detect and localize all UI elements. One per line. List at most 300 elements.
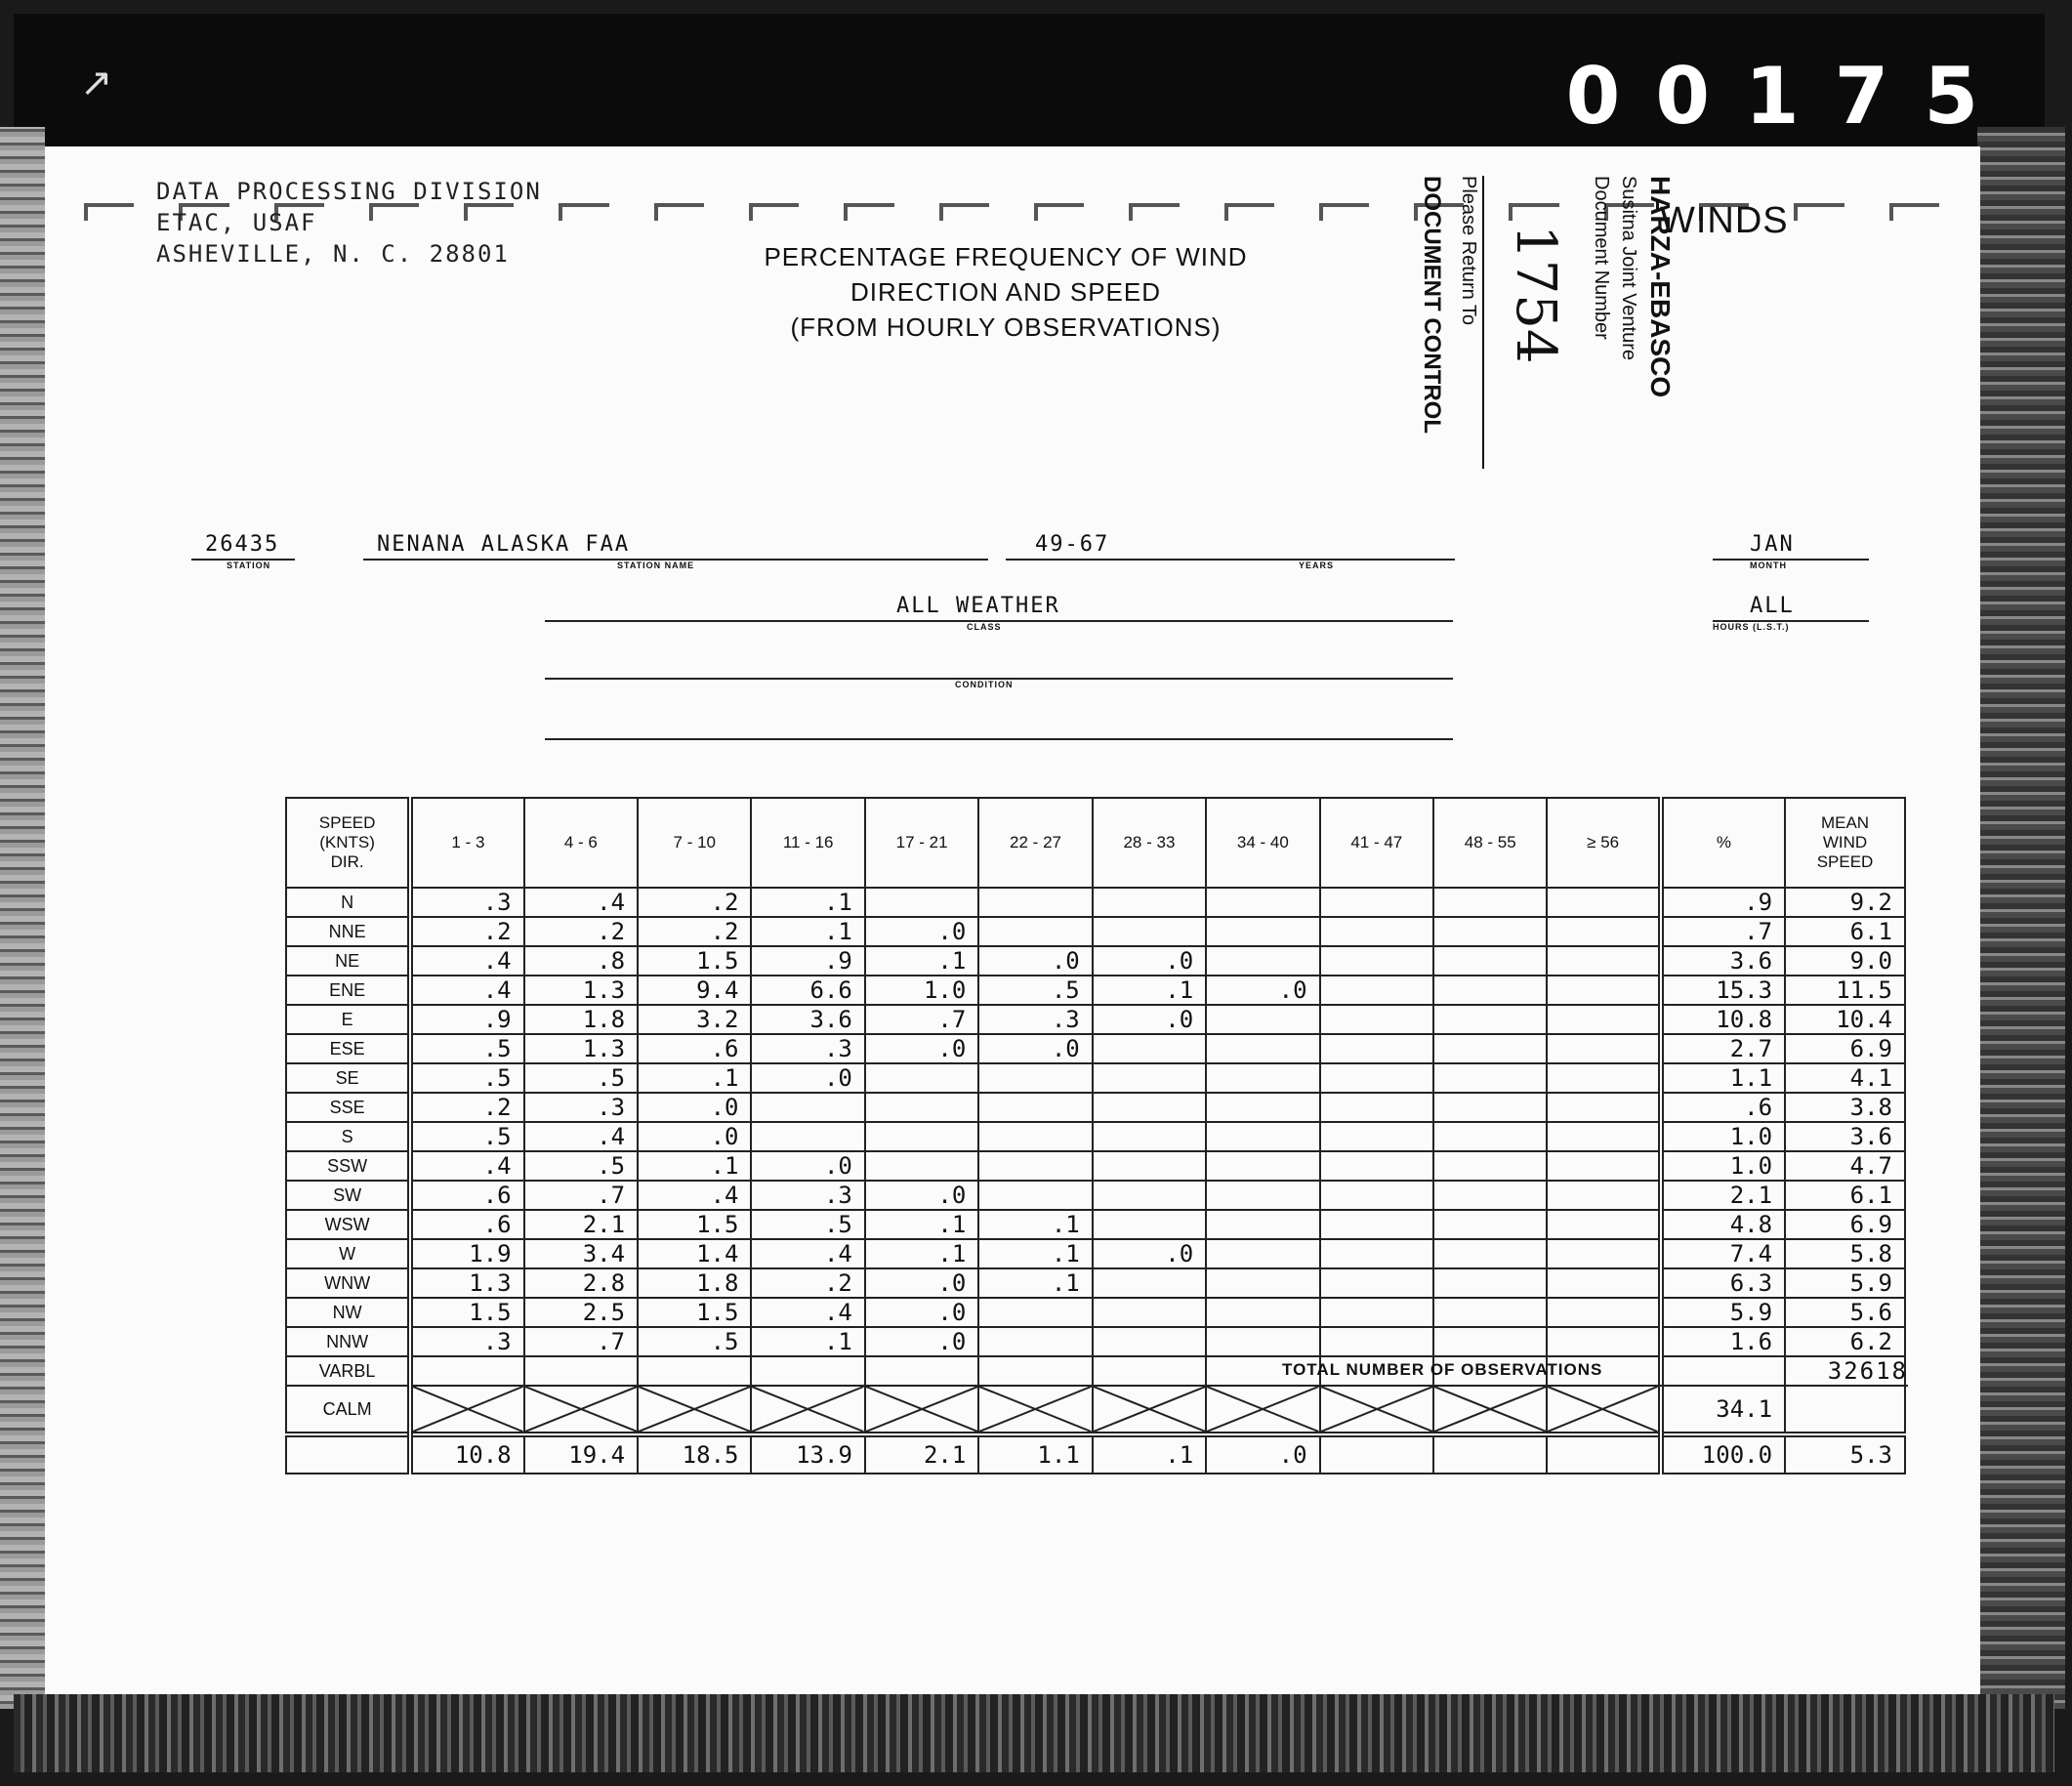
frequency-cell: .2 <box>638 888 751 917</box>
total-cell: 13.9 <box>751 1434 864 1474</box>
class-value: ALL WEATHER <box>896 594 1060 618</box>
frequency-cell <box>1206 1005 1319 1034</box>
frequency-cell: .1 <box>751 917 864 946</box>
frequency-cell: .5 <box>410 1122 523 1151</box>
stamp-doc-number: 1754 <box>1504 225 1567 364</box>
frequency-cell <box>1433 1239 1547 1268</box>
frequency-cell: .3 <box>524 1093 638 1122</box>
table-row <box>286 1093 1905 1122</box>
frequency-cell <box>1093 1151 1206 1181</box>
frequency-cell <box>1433 1122 1547 1151</box>
table-row <box>286 1181 1905 1210</box>
direction-cell: NNE <box>286 917 410 946</box>
frequency-cell: .9 <box>751 946 864 976</box>
frequency-cell: 2.1 <box>524 1210 638 1239</box>
frequency-cell: 1.4 <box>638 1239 751 1268</box>
station-name-field <box>363 529 988 570</box>
frequency-cell: 1.3 <box>410 1268 523 1298</box>
frequency-cell: .5 <box>751 1210 864 1239</box>
frequency-cell <box>865 888 978 917</box>
crossed-cell <box>410 1386 523 1434</box>
frequency-cell <box>978 1151 1092 1181</box>
pct-cell: 5.9 <box>1661 1298 1785 1327</box>
speed-header: 22 - 27 <box>978 798 1092 888</box>
stamp-document-control: DOCUMENT CONTROL <box>1419 176 1445 434</box>
crossed-cell <box>865 1386 978 1434</box>
title-line: (FROM HOURLY OBSERVATIONS) <box>790 312 1222 342</box>
frequency-cell: .4 <box>751 1298 864 1327</box>
frequency-cell <box>1547 917 1660 946</box>
mean-speed-cell: 5.6 <box>1785 1298 1905 1327</box>
frequency-cell <box>1547 1181 1660 1210</box>
frequency-cell: 2.8 <box>524 1268 638 1298</box>
frequency-cell <box>1206 1298 1319 1327</box>
pct-total-cell: 100.0 <box>1661 1434 1785 1474</box>
frame-bottom-band <box>14 1694 2054 1772</box>
frequency-cell <box>1547 1093 1660 1122</box>
stamp-venture: Susitna Joint Venture <box>1618 176 1639 361</box>
frequency-cell <box>1206 1093 1319 1122</box>
month-label: MONTH <box>1750 561 1787 570</box>
frequency-cell <box>1093 1063 1206 1093</box>
direction-cell: SSE <box>286 1093 410 1122</box>
frequency-cell: .9 <box>410 1005 523 1034</box>
frequency-cell: .1 <box>978 1239 1092 1268</box>
pct-cell: 6.3 <box>1661 1268 1785 1298</box>
stamp-return-to: Please Return To <box>1458 176 1479 326</box>
frequency-cell <box>1320 1005 1433 1034</box>
frequency-cell <box>1093 1298 1206 1327</box>
crossed-cell <box>1206 1386 1319 1434</box>
frequency-cell: 1.8 <box>524 1005 638 1034</box>
frequency-cell: .8 <box>524 946 638 976</box>
frequency-cell: .1 <box>865 1210 978 1239</box>
direction-cell: NE <box>286 946 410 976</box>
frequency-cell <box>1206 1181 1319 1210</box>
pct-cell: .6 <box>1661 1093 1785 1122</box>
frequency-cell: .1 <box>638 1151 751 1181</box>
condition-field <box>545 648 1453 689</box>
org-line: ASHEVILLE, N. C. 28801 <box>156 240 510 268</box>
crossed-cell <box>638 1386 751 1434</box>
stamp-document-number-label: Document Number <box>1591 176 1612 340</box>
pct-cell: 1.6 <box>1661 1327 1785 1356</box>
years-label: YEARS <box>1299 561 1335 570</box>
total-cell <box>1433 1434 1547 1474</box>
frequency-cell <box>410 1356 523 1386</box>
table-row <box>286 1327 1905 1356</box>
frequency-cell: .0 <box>978 946 1092 976</box>
frequency-cell <box>1093 917 1206 946</box>
frequency-cell: .7 <box>865 1005 978 1034</box>
crossed-cell <box>1433 1386 1547 1434</box>
frequency-cell <box>1320 1034 1433 1063</box>
mean-speed-cell: 6.9 <box>1785 1210 1905 1239</box>
frequency-cell <box>1206 1034 1319 1063</box>
frequency-cell: .0 <box>638 1122 751 1151</box>
frequency-cell <box>1320 1063 1433 1093</box>
frequency-cell <box>1320 1093 1433 1122</box>
frequency-cell <box>1433 1268 1547 1298</box>
total-observations-label: TOTAL NUMBER OF OBSERVATIONS <box>1282 1360 1603 1379</box>
form-title <box>703 239 1308 345</box>
frequency-cell: .5 <box>524 1063 638 1093</box>
table-header-row <box>286 798 1905 888</box>
org-line: ETAC, USAF <box>156 209 317 236</box>
total-observations-value: 32618 <box>1644 1357 1908 1387</box>
frequency-cell <box>1433 1210 1547 1239</box>
frequency-cell <box>1547 888 1660 917</box>
frequency-cell <box>978 888 1092 917</box>
mean-speed-cell: 3.8 <box>1785 1093 1905 1122</box>
mean-speed-cell <box>1785 1386 1905 1434</box>
table-row <box>286 1034 1905 1063</box>
pct-cell: 2.7 <box>1661 1034 1785 1063</box>
month-value: JAN <box>1750 532 1795 557</box>
speed-header: 11 - 16 <box>751 798 864 888</box>
frequency-cell <box>978 1356 1092 1386</box>
table-row <box>286 888 1905 917</box>
frequency-cell: 3.2 <box>638 1005 751 1034</box>
frequency-cell <box>1547 1298 1660 1327</box>
mean-speed-cell: 3.6 <box>1785 1122 1905 1151</box>
frequency-cell: .4 <box>410 946 523 976</box>
frame-right-edge <box>1977 127 2065 1709</box>
frequency-cell <box>1093 1327 1206 1356</box>
table-row <box>286 1210 1905 1239</box>
pct-cell: 1.0 <box>1661 1151 1785 1181</box>
frequency-cell: .3 <box>751 1181 864 1210</box>
total-cell: .0 <box>1206 1434 1319 1474</box>
direction-cell: W <box>286 1239 410 1268</box>
frequency-cell: .4 <box>638 1181 751 1210</box>
table-row <box>286 1268 1905 1298</box>
calm-row <box>286 1386 1905 1434</box>
stamp-divider <box>1482 176 1484 469</box>
table-row <box>286 1298 1905 1327</box>
winds-label: WINDS <box>1660 200 1789 241</box>
frequency-cell <box>1206 946 1319 976</box>
frequency-cell: .2 <box>410 1093 523 1122</box>
pct-cell: .7 <box>1661 917 1785 946</box>
mean-speed-cell: 9.0 <box>1785 946 1905 976</box>
frequency-cell <box>751 1122 864 1151</box>
frequency-cell <box>1093 1268 1206 1298</box>
frequency-cell: 6.6 <box>751 976 864 1005</box>
pct-header: % <box>1661 798 1785 888</box>
frequency-cell <box>1206 1268 1319 1298</box>
frequency-cell: .2 <box>638 917 751 946</box>
frequency-cell <box>978 1181 1092 1210</box>
direction-cell: ESE <box>286 1034 410 1063</box>
total-cell <box>1320 1434 1433 1474</box>
frequency-cell: .4 <box>410 1151 523 1181</box>
frequency-cell: .3 <box>978 1005 1092 1034</box>
frequency-cell <box>1320 1151 1433 1181</box>
frequency-cell: 1.0 <box>865 976 978 1005</box>
total-cell: 10.8 <box>410 1434 523 1474</box>
frequency-cell: .5 <box>410 1034 523 1063</box>
frequency-cell <box>1320 917 1433 946</box>
table-row <box>286 917 1905 946</box>
frequency-cell: .5 <box>978 976 1092 1005</box>
mean-speed-cell: 4.1 <box>1785 1063 1905 1093</box>
frequency-cell <box>1433 1093 1547 1122</box>
frequency-cell <box>1320 1327 1433 1356</box>
frequency-cell: .0 <box>751 1151 864 1181</box>
mean-speed-cell: 5.9 <box>1785 1268 1905 1298</box>
frame-number: 00175 <box>1565 51 2013 142</box>
direction-cell: ENE <box>286 976 410 1005</box>
direction-cell: NW <box>286 1298 410 1327</box>
frequency-cell <box>1433 888 1547 917</box>
pct-cell: 1.0 <box>1661 1122 1785 1151</box>
pct-cell: 3.6 <box>1661 946 1785 976</box>
frequency-cell <box>1433 917 1547 946</box>
corner-arrow-icon: ↗ <box>80 61 113 105</box>
direction-cell: SSW <box>286 1151 410 1181</box>
frequency-cell <box>1547 1268 1660 1298</box>
frequency-cell <box>1547 1239 1660 1268</box>
pct-cell: 4.8 <box>1661 1210 1785 1239</box>
speed-header: 48 - 55 <box>1433 798 1547 888</box>
frequency-cell: 9.4 <box>638 976 751 1005</box>
speed-header: 41 - 47 <box>1320 798 1433 888</box>
pct-cell: 2.1 <box>1661 1181 1785 1210</box>
table-row <box>286 1122 1905 1151</box>
frequency-cell <box>978 1327 1092 1356</box>
frequency-cell: 3.4 <box>524 1239 638 1268</box>
frequency-cell: .1 <box>865 946 978 976</box>
frequency-cell: .4 <box>410 976 523 1005</box>
frequency-cell: 1.5 <box>410 1298 523 1327</box>
frequency-cell <box>978 1298 1092 1327</box>
frequency-cell: .1 <box>978 1268 1092 1298</box>
frequency-cell <box>1433 1327 1547 1356</box>
frequency-cell: .6 <box>638 1034 751 1063</box>
frequency-cell: .0 <box>978 1034 1092 1063</box>
frequency-cell: .6 <box>410 1210 523 1239</box>
frequency-cell: .3 <box>410 888 523 917</box>
frequency-cell <box>978 1093 1092 1122</box>
pct-cell: 34.1 <box>1661 1386 1785 1434</box>
total-cell: 18.5 <box>638 1434 751 1474</box>
frequency-cell <box>1320 1239 1433 1268</box>
pct-cell: .9 <box>1661 888 1785 917</box>
pct-cell: 7.4 <box>1661 1239 1785 1268</box>
crossed-cell <box>524 1386 638 1434</box>
frequency-cell <box>1206 888 1319 917</box>
frequency-cell: 1.8 <box>638 1268 751 1298</box>
direction-cell: E <box>286 1005 410 1034</box>
total-cell: 2.1 <box>865 1434 978 1474</box>
crossed-cell <box>1320 1386 1433 1434</box>
blank-rule <box>545 709 1453 740</box>
frequency-cell <box>751 1093 864 1122</box>
title-line: DIRECTION AND SPEED <box>850 277 1162 307</box>
frequency-cell <box>1320 1181 1433 1210</box>
frequency-cell <box>1547 1063 1660 1093</box>
frequency-cell: .6 <box>410 1181 523 1210</box>
frequency-cell: 1.3 <box>524 1034 638 1063</box>
frequency-cell <box>1206 1122 1319 1151</box>
frequency-cell <box>1433 1181 1547 1210</box>
frequency-cell <box>1433 976 1547 1005</box>
years-value: 49-67 <box>1035 532 1110 557</box>
totals-label-cell <box>286 1434 410 1474</box>
frequency-cell: .1 <box>751 888 864 917</box>
direction-cell: CALM <box>286 1386 410 1434</box>
frequency-cell: .0 <box>1093 1005 1206 1034</box>
speed-header: 28 - 33 <box>1093 798 1206 888</box>
frequency-cell <box>978 1063 1092 1093</box>
frequency-cell <box>1433 946 1547 976</box>
frequency-cell: .1 <box>865 1239 978 1268</box>
frequency-cell <box>1093 1210 1206 1239</box>
frequency-cell <box>1320 1210 1433 1239</box>
frequency-cell: .0 <box>865 1298 978 1327</box>
direction-cell: VARBL <box>286 1356 410 1386</box>
frequency-cell <box>1206 1239 1319 1268</box>
frequency-cell: 1.3 <box>524 976 638 1005</box>
frequency-cell <box>1547 946 1660 976</box>
frequency-cell: 1.9 <box>410 1239 523 1268</box>
mean-speed-cell: 5.8 <box>1785 1239 1905 1268</box>
table-row <box>286 1239 1905 1268</box>
table-row <box>286 946 1905 976</box>
direction-cell: WNW <box>286 1268 410 1298</box>
years-field <box>1006 529 1455 570</box>
pct-cell: 1.1 <box>1661 1063 1785 1093</box>
frequency-cell: .5 <box>524 1151 638 1181</box>
frequency-cell <box>1433 1005 1547 1034</box>
title-line: PERCENTAGE FREQUENCY OF WIND <box>764 242 1248 271</box>
frequency-cell: .1 <box>638 1063 751 1093</box>
table-row <box>286 1151 1905 1181</box>
frequency-cell: .3 <box>751 1034 864 1063</box>
frequency-cell <box>1093 1093 1206 1122</box>
frequency-cell <box>1320 888 1433 917</box>
hours-field <box>1713 591 1869 632</box>
mean-speed-cell: 4.7 <box>1785 1151 1905 1181</box>
mean-speed-cell: 10.4 <box>1785 1005 1905 1034</box>
corner-header: SPEED (KNTS) DIR. <box>286 798 410 888</box>
pct-cell: 15.3 <box>1661 976 1785 1005</box>
frequency-cell: .0 <box>638 1093 751 1122</box>
station-field <box>191 529 295 570</box>
frequency-cell <box>1433 1034 1547 1063</box>
frequency-cell: .7 <box>524 1181 638 1210</box>
hours-label: HOURS (L.S.T.) <box>1713 622 1790 632</box>
frequency-cell <box>1320 1122 1433 1151</box>
crossed-cell <box>1093 1386 1206 1434</box>
frequency-cell <box>1206 1151 1319 1181</box>
speed-header: 17 - 21 <box>865 798 978 888</box>
total-cell: .1 <box>1093 1434 1206 1474</box>
frequency-cell <box>1433 1298 1547 1327</box>
frequency-cell: .0 <box>1093 1239 1206 1268</box>
class-label: CLASS <box>967 622 1002 632</box>
frequency-cell <box>865 1063 978 1093</box>
crossed-cell <box>751 1386 864 1434</box>
frequency-cell: 1.5 <box>638 1210 751 1239</box>
frequency-cell <box>1206 917 1319 946</box>
frequency-cell <box>1547 1122 1660 1151</box>
frequency-cell <box>1547 1210 1660 1239</box>
speed-header: 1 - 3 <box>410 798 523 888</box>
frequency-cell <box>1093 1122 1206 1151</box>
frequency-cell <box>1547 976 1660 1005</box>
frequency-cell <box>1320 1268 1433 1298</box>
frequency-cell: .1 <box>1093 976 1206 1005</box>
frequency-cell: .0 <box>865 1034 978 1063</box>
mean-speed-header: MEAN WIND SPEED <box>1785 798 1905 888</box>
total-cell: 19.4 <box>524 1434 638 1474</box>
frequency-cell: 3.6 <box>751 1005 864 1034</box>
table-row <box>286 976 1905 1005</box>
table-row <box>286 1063 1905 1093</box>
crossed-cell <box>1547 1386 1660 1434</box>
direction-cell: N <box>286 888 410 917</box>
direction-cell: WSW <box>286 1210 410 1239</box>
frequency-cell: .0 <box>865 1268 978 1298</box>
frequency-cell <box>638 1356 751 1386</box>
table-row <box>286 1005 1905 1034</box>
frequency-cell <box>1093 1034 1206 1063</box>
direction-cell: SW <box>286 1181 410 1210</box>
frequency-cell: .0 <box>865 1181 978 1210</box>
stamp-company: HARZA-EBASCO <box>1645 176 1676 398</box>
speed-header: 4 - 6 <box>524 798 638 888</box>
class-field <box>545 591 1453 632</box>
mean-speed-total-cell: 5.3 <box>1785 1434 1905 1474</box>
frequency-cell <box>1320 976 1433 1005</box>
crossed-cell <box>978 1386 1092 1434</box>
frequency-cell: .4 <box>524 1122 638 1151</box>
station-value: 26435 <box>205 532 280 557</box>
station-name-value: NENANA ALASKA FAA <box>377 532 631 557</box>
direction-cell: NNW <box>286 1327 410 1356</box>
frequency-cell <box>751 1356 864 1386</box>
frequency-cell <box>1433 1151 1547 1181</box>
frequency-cell: .3 <box>410 1327 523 1356</box>
frequency-cell <box>865 1151 978 1181</box>
direction-cell: SE <box>286 1063 410 1093</box>
mean-speed-cell: 6.9 <box>1785 1034 1905 1063</box>
frequency-cell <box>1547 1034 1660 1063</box>
frame-left-edge <box>0 127 45 1709</box>
frequency-cell: 2.5 <box>524 1298 638 1327</box>
frequency-cell: .0 <box>1093 946 1206 976</box>
frequency-cell <box>1320 946 1433 976</box>
frequency-cell <box>1320 1298 1433 1327</box>
frequency-cell <box>1547 1327 1660 1356</box>
frequency-cell <box>1093 1356 1206 1386</box>
mean-speed-cell: 6.2 <box>1785 1327 1905 1356</box>
pct-cell: 10.8 <box>1661 1005 1785 1034</box>
month-field <box>1713 529 1869 570</box>
frequency-cell: .1 <box>978 1210 1092 1239</box>
frequency-cell: .0 <box>1206 976 1319 1005</box>
frequency-cell <box>1433 1063 1547 1093</box>
frequency-cell: 1.5 <box>638 1298 751 1327</box>
speed-header: 7 - 10 <box>638 798 751 888</box>
frequency-cell <box>865 1093 978 1122</box>
frequency-cell <box>1206 1210 1319 1239</box>
frequency-cell: .1 <box>751 1327 864 1356</box>
frequency-cell: .7 <box>524 1327 638 1356</box>
frequency-cell <box>524 1356 638 1386</box>
